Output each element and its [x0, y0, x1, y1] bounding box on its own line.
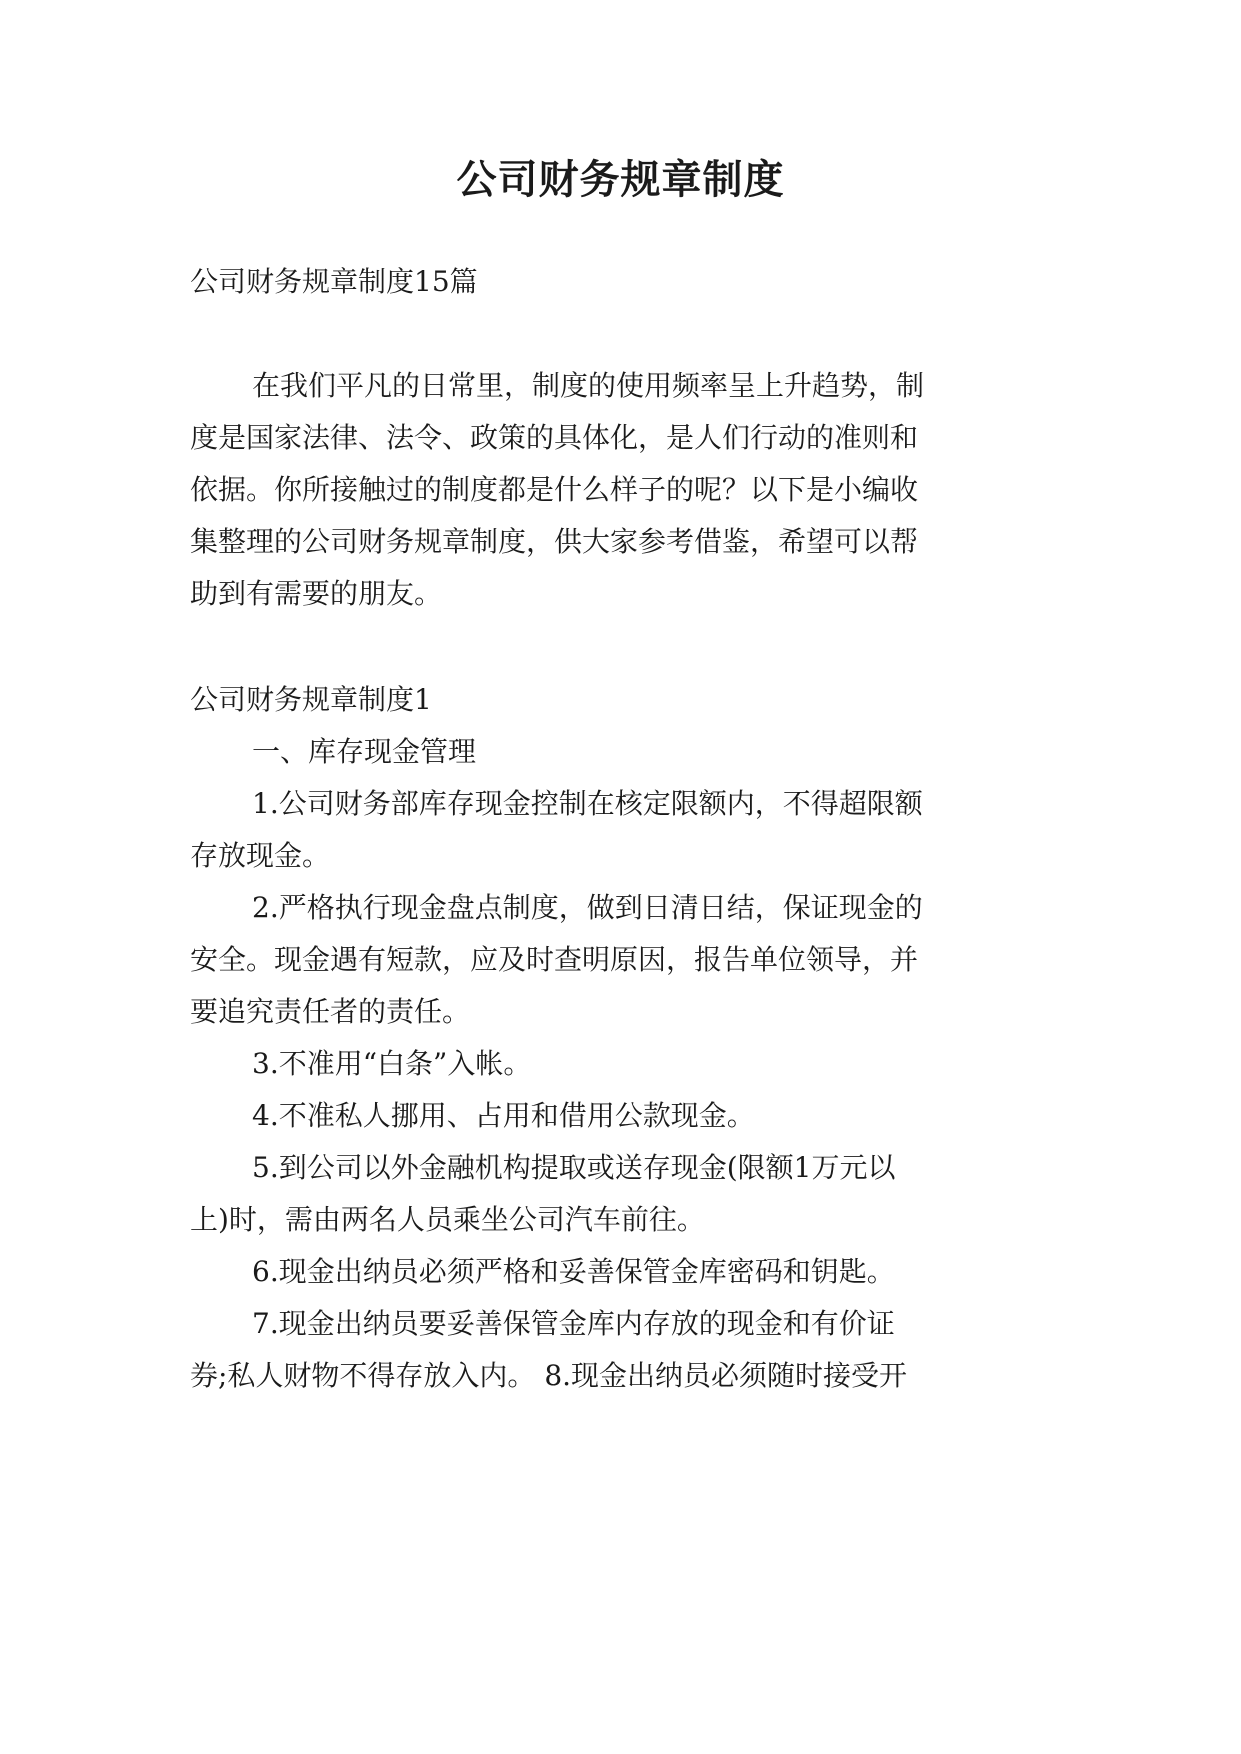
- section-title: 公司财务规章制度1: [190, 683, 432, 716]
- body-line-7: 4.不准私人挪用、占用和借用公款现金。: [252, 1099, 755, 1132]
- body-line-10: 6.现金出纳员必须严格和妥善保管金库密码和钥匙。: [252, 1255, 895, 1288]
- section-heading: 一、库存现金管理: [252, 735, 477, 768]
- body-line-6: 3.不准用“白条”入帐。: [252, 1047, 532, 1080]
- intro-line-3: 依据。你所接触过的制度都是什么样子的呢？以下是小编收: [190, 473, 919, 506]
- document-title: 公司财务规章制度: [456, 157, 785, 203]
- body-line-2: 存放现金。: [190, 839, 331, 872]
- body-line-5: 要追究责任者的责任。: [190, 995, 471, 1028]
- intro-line-5: 助到有需要的朋友。: [190, 577, 443, 610]
- body-line-1: 1.公司财务部库存现金控制在核定限额内，不得超限额: [252, 787, 923, 820]
- body-line-11: 7.现金出纳员要妥善保管金库内存放的现金和有价证: [252, 1307, 895, 1340]
- intro-line-4: 集整理的公司财务规章制度，供大家参考借鉴，希望可以帮: [190, 525, 919, 558]
- document-subtitle: 公司财务规章制度15篇: [190, 265, 478, 298]
- intro-line-2: 度是国家法律、法令、政策的具体化，是人们行动的准则和: [190, 421, 919, 454]
- body-line-9: 上)时，需由两名人员乘坐公司汽车前往。: [190, 1203, 705, 1236]
- body-line-8: 5.到公司以外金融机构提取或送存现金(限额1万元以: [252, 1151, 896, 1184]
- body-line-4: 安全。现金遇有短款，应及时查明原因，报告单位领导，并: [190, 943, 919, 976]
- body-line-3: 2.严格执行现金盘点制度，做到日清日结，保证现金的: [252, 891, 923, 924]
- intro-line-1: 在我们平凡的日常里，制度的使用频率呈上升趋势，制: [252, 369, 925, 402]
- body-line-12: 券;私人财物不得存放入内。 8.现金出纳员必须随时接受开: [190, 1359, 908, 1392]
